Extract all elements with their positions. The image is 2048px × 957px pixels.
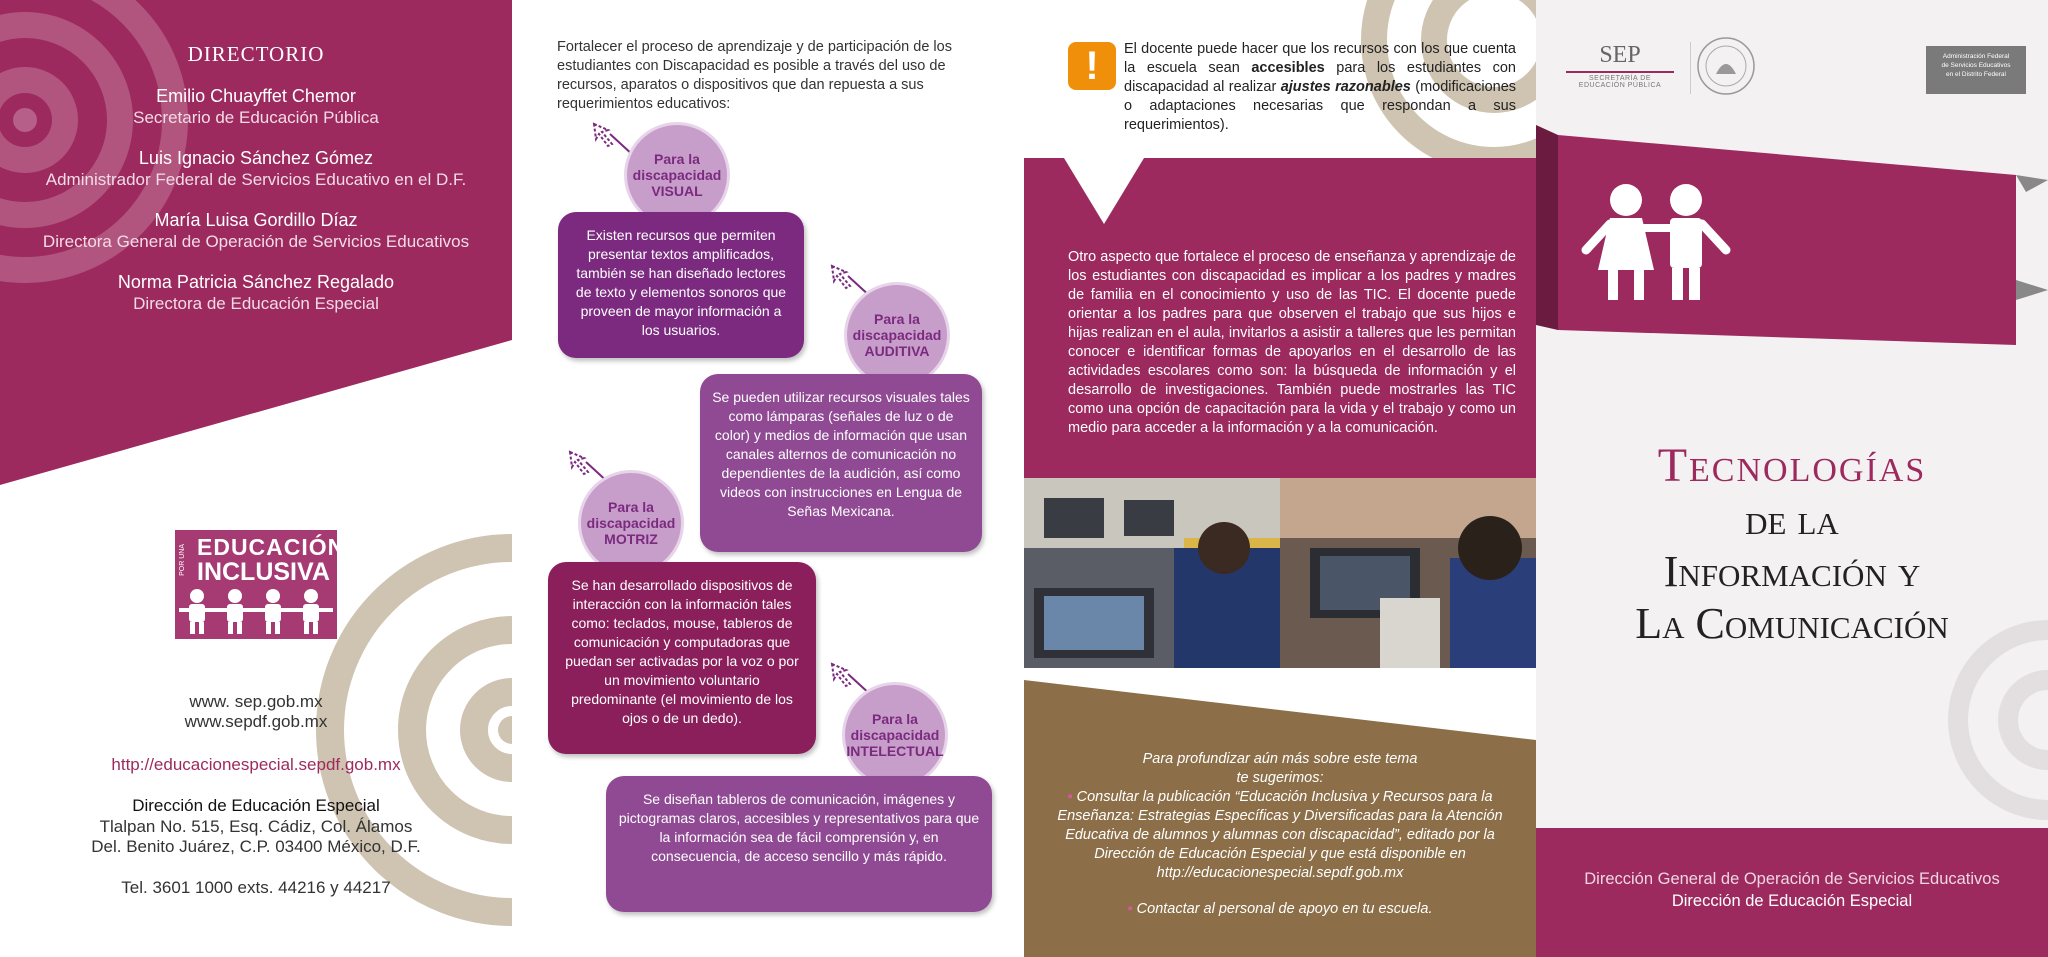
visual-disability-card: Existen recursos que permiten presentar textos amplificados, también se han diseñado lectores de texto y elementos sonoros que proveen de mayor información a los usuarios. — [558, 212, 804, 358]
classroom-photo — [1024, 478, 1280, 668]
cover-title-line: Tecnologías — [1657, 439, 1927, 492]
faint-circles-decoration — [1886, 600, 2048, 830]
suggestion-item: ▪ Consultar la publicación “Educación Inclusiva y Recursos para la Enseñanza: Estrategias Específicas y Diversificadas para la Atención Educativa de alumnos y alumnas con discapacidad”, editado por la Dirección de Educación Especial y que está disponible en http://educacionespecial.sepdf.gob.mx — [1057, 789, 1503, 881]
person-role: Directora de Educación Especial — [133, 294, 379, 313]
national-seal-icon — [1696, 36, 1756, 96]
directory-panel — [0, 0, 512, 957]
afsedf-logo: Administración Federal de Servicios Educativos en el Distrito Federal — [1926, 46, 2026, 94]
person-entry — [0, 210, 512, 252]
cover-title-line: Información y — [1663, 547, 1921, 596]
cover-footer — [1536, 828, 2048, 957]
classroom-photo — [1280, 478, 1536, 668]
address-title: Dirección de Educación Especial — [132, 796, 380, 815]
person-role: Administrador Federal de Servicios Educativo en el D.F. — [45, 170, 467, 189]
directory-title: DIRECTORIO — [187, 42, 325, 66]
cover-title-line: La Comunicación — [1635, 599, 1949, 648]
suggestions-intro: te sugerimos: — [1236, 770, 1324, 786]
cover-panel — [1536, 0, 2048, 957]
footer-line: Dirección General de Operación de Servicios Educativos — [1584, 870, 2000, 888]
cover-title-line: de la — [1745, 495, 1839, 544]
intellectual-disability-badge: Para la discapacidad INTELECTUAL — [842, 682, 948, 788]
hearing-disability-badge: Para la discapacidad AUDITIVA — [844, 282, 950, 388]
parents-paragraph: Otro aspecto que fortalece el proceso de enseñanza y aprendizaje de los estudiantes con discapacidad es implicar a los padres y madres de familia en el conocimiento y uso de las TIC. El docente puede orientar a los padres para que observen el trabajo que sus hijos e hijas realizan en el aula, invitarlos a asistir a talleres que les permitan conocer e identificar formas de apoyarlos en el desarrollo de las actividades escolares como son: la búsqueda de información y el desarrollo de investigaciones. También puede mostrarles las TIC como una opción de capacitación para la vida y el trabajo y como un medio para acceder a la información y a la comunicación. — [1068, 249, 1516, 436]
people-chain-icon — [175, 588, 337, 636]
intro-text: Fortalecer el proceso de aprendizaje y de participación de los estudiantes con Discapacidad es posible a través del uso de recursos, aparatos o dispositivos que dan repuesta a sus requerimientos educativos: — [557, 39, 952, 112]
bullet-icon: ▪ — [1067, 789, 1077, 805]
person-role: Secretario de Educación Pública — [133, 108, 379, 127]
visual-disability-badge: Para la discapacidad VISUAL — [624, 122, 730, 228]
sep-logo: SEP SECRETARÍA DE EDUCACIÓN PÚBLICA — [1560, 42, 1680, 89]
bullet-icon: ▪ — [1127, 901, 1137, 917]
address-line: Tlalpan No. 515, Esq. Cádiz, Col. Álamos — [99, 817, 413, 836]
special-education-link[interactable]: http://educacionespecial.sepdf.gob.mx — [111, 755, 401, 774]
person-entry — [0, 272, 512, 314]
teacher-note: El docente puede hacer que los recursos con los que cuenta la escuela sean accesibles para los estudiantes con discapacidad al realizar ajustes razonables (modificaciones o adaptaciones necesarias que respondan a sus requerimientos). — [1124, 41, 1517, 133]
disability-resources-panel — [512, 0, 1024, 957]
person-entry — [0, 148, 512, 190]
phone-number: Tel. 3601 1000 exts. 44216 y 44217 — [121, 878, 391, 897]
address-line: Del. Benito Juárez, C.P. 03400 México, D.F. — [91, 837, 421, 856]
suggestions-intro: Para profundizar aún más sobre este tema — [1142, 751, 1418, 767]
person-name: María Luisa Gordillo Díaz — [154, 210, 358, 230]
footer-line: Dirección de Educación Especial — [1671, 892, 1913, 910]
cover-banner — [1536, 120, 2048, 350]
person-name: Emilio Chuayffet Chemor — [156, 86, 356, 106]
motor-disability-badge: Para la discapacidad MOTRIZ — [578, 470, 684, 576]
intellectual-disability-card: Se diseñan tableros de comunicación, imágenes y pictogramas claros, accesibles y representativos para que la información sea de fácil comprensión y, en consecuencia, de acceso sencillo y más rápido. — [606, 776, 992, 912]
inclusive-education-logo: POR UNA EDUCACIÓN INCLUSIVA — [175, 530, 337, 639]
parents-panel — [1024, 0, 1536, 957]
hearing-disability-card: Se pueden utilizar recursos visuales tales como lámparas (señales de luz o de color) y medios de información que usan canales alternos de comunicación no dependientes de la audición, así como videos con instrucciones en Lengua de Señas Mexicana. — [700, 374, 982, 552]
website-link[interactable]: www.sepdf.gob.mx — [184, 712, 328, 731]
website-link[interactable]: www. sep.gob.mx — [189, 692, 323, 711]
person-entry — [0, 86, 512, 128]
notch-decoration — [1064, 158, 1144, 224]
motor-disability-card: Se han desarrollado dispositivos de interacción con la información tales como: teclados, mouse, tableros de comunicación y computadoras que puedan ser activadas por la voz o por un movimiento voluntario predominante (el movimiento de los ojos o de un dedo). — [548, 562, 816, 754]
suggestion-item: ▪ Contactar al personal de apoyo en tu escuela. — [1127, 901, 1433, 917]
person-name: Norma Patricia Sánchez Regalado — [117, 272, 395, 292]
person-role: Directora General de Operación de Servicios Educativos — [42, 232, 470, 251]
person-name: Luis Ignacio Sánchez Gómez — [138, 148, 374, 168]
warning-icon: ! — [1068, 42, 1116, 90]
